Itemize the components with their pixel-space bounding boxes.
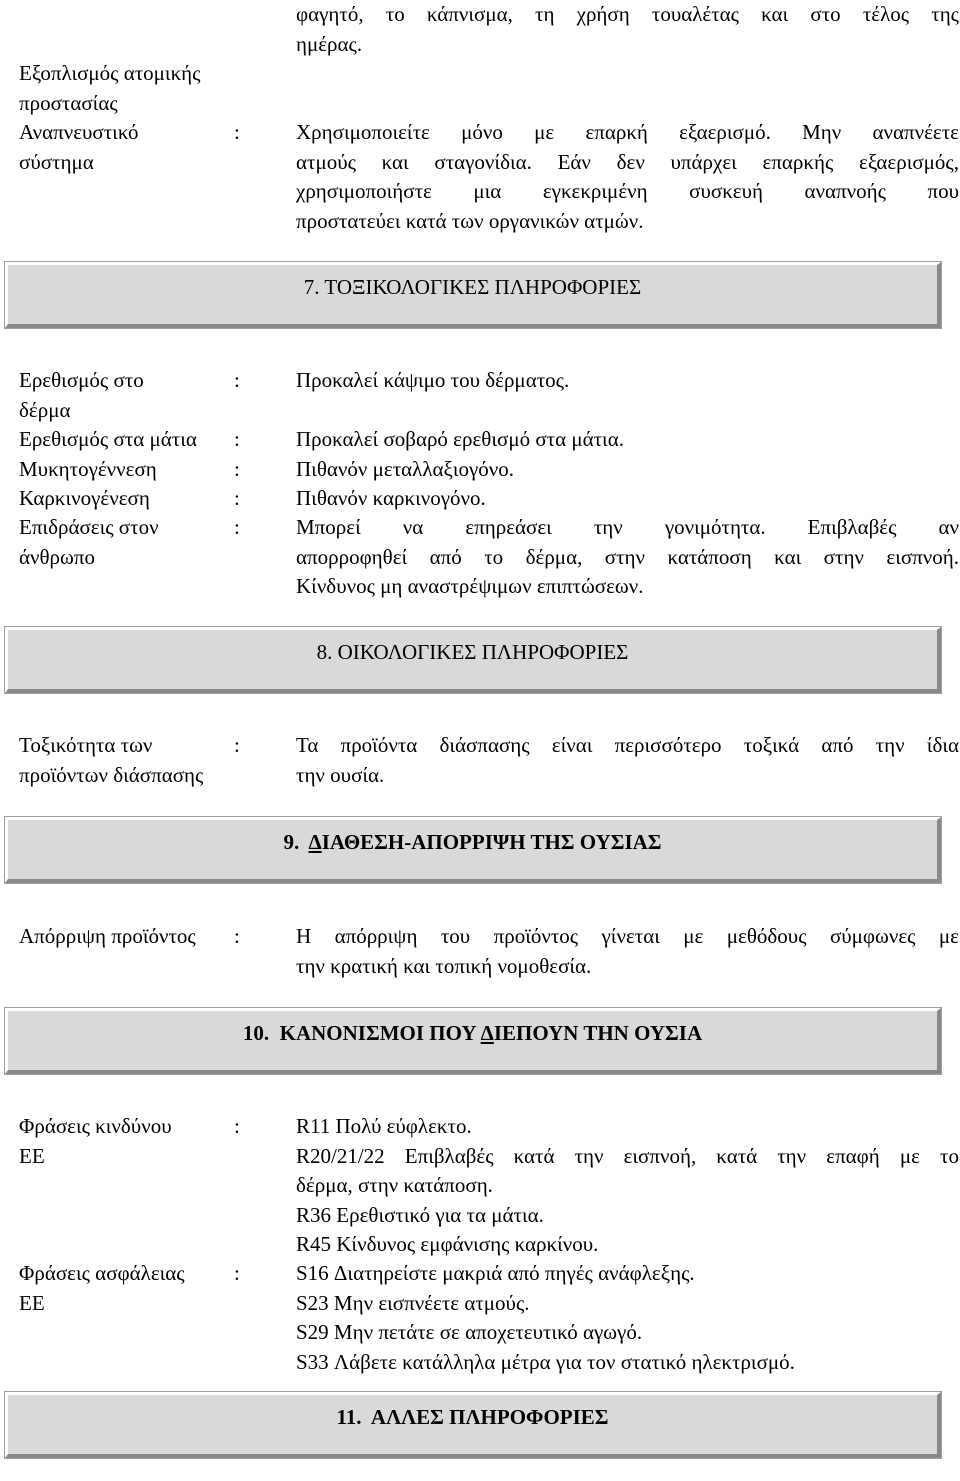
eye-irritation-value: Προκαλεί σοβαρό ερεθισμό στα μάτια. [296,427,624,451]
section-10-title: 10. ΚΑΝΟΝΙΣΜΟΙ ΠΟΥ ΔΙΕΠΟΥΝ ΤΗΝ ΟΥΣΙΑ [242,1021,703,1045]
skin-irritation-colon: : [234,368,240,392]
section-9-title: 9. ΔΙΑΘΕΣΗ-ΑΠΟΡΡΙΨΗ ΤΗΣ ΟΥΣΙΑΣ [283,830,662,854]
product-disposal-colon: : [234,924,240,948]
mutagenicity-label: Μυκητογέννεση [19,457,157,481]
degradation-toxicity-colon: : [234,733,240,757]
respiratory-value: Χρησιμοποιείτε μόνο με επαρκή εξαερισμό. Μην αναπνέετε ατμούς και σταγονίδια. Εάν δεν υπάρχει επαρκής εξαερισμός, χρησιμοποιήστε μια εγκεκριμένη συσκευή αναπνοής που προστατεύει κατά των οργανικών ατμών. [296,120,959,233]
section-7-title: 7. ΤΟΞΙΚΟΛΟΓΙΚΕΣ ΠΛΗΡΟΦΟΡΙΕΣ [303,275,642,299]
section-10-banner [5,1008,941,1074]
product-disposal-label: Απόρριψη προϊόντος [19,924,196,948]
safety-phrases-value: S16 Διατηρείστε μακριά από πηγές ανάφλεξης. S23 Μην εισπνέετε ατμούς. S29 Μην πετάτε σε αποχετευτικό αγωγό. S33 Λάβετε κατάλληλα μέτρα για τον στατικό ηλεκτρισμό. [296,1261,795,1374]
risk-phrases-label: Φράσεις κινδύνου ΕΕ [19,1114,172,1168]
carcinogenicity-colon: : [234,486,240,510]
respiratory-label: Αναπνευστικό σύστημα [19,120,139,174]
section-11-banner [5,1392,941,1458]
human-effects-label: Επιδράσεις στον άνθρωπο [19,515,159,569]
skin-irritation-value: Προκαλεί κάψιμο του δέρματος. [296,368,570,392]
skin-irritation-label: Ερεθισμός στο δέρμα [19,368,144,422]
mutagenicity-colon: : [234,457,240,481]
risk-phrases-value: R11 Πολύ εύφλεκτο. R20/21/22 Επιβλαβές κατά την εισπνοή, κατά την επαφή με το δέρμα, στην κατάποση. R36 Ερεθιστικό για τα μάτια. R45 Κίνδυνος εμφάνισης καρκίνου. [296,1114,959,1257]
section-8-title: 8. ΟΙΚΟΛΟΓΙΚΕΣ ΠΛΗΡΟΦΟΡΙΕΣ [316,640,629,664]
carcinogenicity-label: Καρκινογένεση [19,486,150,510]
eye-irritation-label: Ερεθισμός στα μάτια [19,427,197,451]
degradation-toxicity-value: Τα προϊόντα διάσπασης είναι περισσότερο τοξικά από την ίδια την ουσία. [296,733,959,787]
continuation-text: φαγητό, το κάπνισμα, τη χρήση τουαλέτας και στο τέλος της ημέρας. [296,2,959,56]
section-9-banner [5,817,941,883]
human-effects-colon: : [234,515,240,539]
eye-irritation-colon: : [234,427,240,451]
section-8-banner [5,627,941,693]
section-7-banner [5,262,941,328]
product-disposal-value: Η απόρριψη του προϊόντος γίνεται με μεθόδους σύμφωνες με την κρατική και τοπική νομοθεσία. [296,924,959,978]
safety-phrases-label: Φράσεις ασφάλειας ΕΕ [19,1261,185,1315]
degradation-toxicity-label: Τοξικότητα των προϊόντων διάσπασης [19,733,204,787]
ppe-heading: Εξοπλισμός ατομικής προστασίας [19,61,201,115]
human-effects-value: Μπορεί να επηρεάσει την γονιμότητα. Επιβλαβές αν απορροφηθεί από το δέρμα, στην κατάποση και στην εισπνοή. Κίνδυνος μη αναστρέψιμων επιπτώσεων. [296,515,959,599]
respiratory-colon: : [234,120,240,144]
safety-phrases-colon: : [234,1261,240,1285]
section-11-title: 11. ΑΛΛΕΣ ΠΛΗΡΟΦΟΡΙΕΣ [336,1405,609,1429]
mutagenicity-value: Πιθανόν μεταλλαξιογόνο. [296,457,515,481]
risk-phrases-colon: : [234,1114,240,1138]
carcinogenicity-value: Πιθανόν καρκινογόνο. [296,486,486,510]
